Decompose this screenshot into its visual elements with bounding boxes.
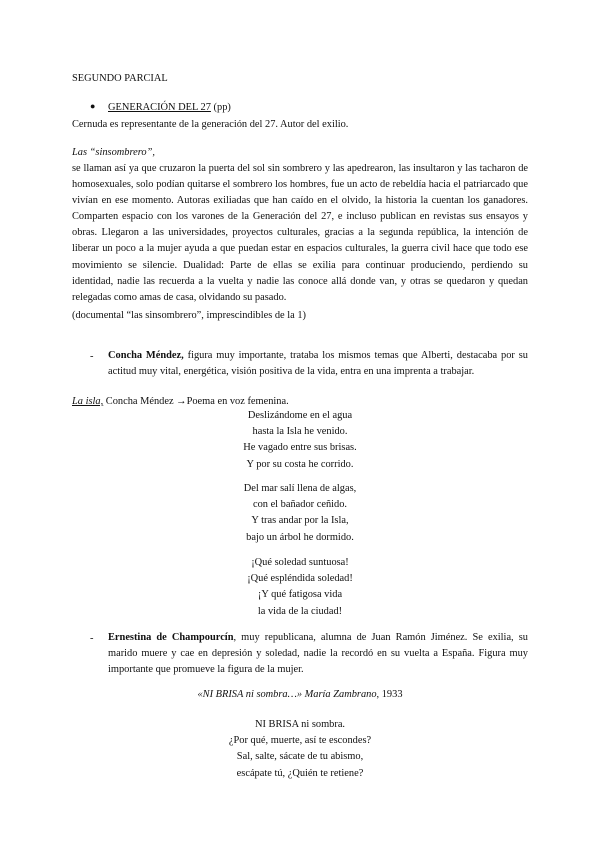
generation-heading: GENERACIÓN DEL 27	[108, 102, 211, 113]
page-title: SEGUNDO PARCIAL	[72, 73, 168, 84]
intro-text: Cernuda es representante de la generación del 27. Autor del exilio.	[72, 119, 349, 130]
ernestina-name: Ernestina de Champourcín	[108, 632, 234, 643]
sinsombrero-heading: Las “sinsombrero”,	[72, 147, 155, 158]
documentary-note: (documental “las sinsombrero”, imprescindibles de la 1)	[72, 310, 307, 321]
poem-line: ¡Qué soledad suntuosa!	[251, 557, 349, 568]
poem-line: con el bañador ceñido.	[252, 499, 348, 511]
nibrisa-poem	[150, 717, 450, 782]
poem-line: Y tras andar por la Isla,	[251, 515, 349, 527]
dash-marker: -	[90, 633, 94, 644]
dash-marker: -	[90, 351, 94, 362]
ernestina-paragraph	[108, 630, 528, 678]
laisla-heading	[72, 395, 289, 408]
poem-stanza	[150, 555, 450, 620]
poem-line: Y por su costa he corrido.	[246, 458, 354, 470]
poem-stanza	[150, 481, 450, 546]
poem-line: Deslizándome en el agua	[247, 410, 353, 421]
poem-line: NI BRISA ni sombra.	[254, 719, 346, 730]
concha-paragraph	[108, 348, 528, 380]
concha-name: Concha Méndez,	[108, 350, 184, 361]
laisla-rest: Concha Méndez →Poema en voz femenina.	[103, 396, 289, 407]
poem-line: ¿Por qué, muerte, así te escondes?	[228, 735, 372, 747]
poem-line: Sal, salte, sácate de tu abismo,	[236, 751, 364, 763]
section-heading	[108, 101, 231, 114]
laisla-title: La isla,	[72, 396, 104, 407]
poem-line: la vida de la ciudad!	[257, 605, 343, 617]
poem-stanza	[150, 408, 450, 473]
poem-line: bajo un árbol he dormido.	[246, 531, 354, 543]
poem-line: escápate tú, ¿Quién te retiene?	[236, 767, 364, 779]
nibrisa-title: «NI BRISA ni sombra…» María Zambrano	[197, 689, 377, 700]
concha-text: figura muy importante, trataba los mismos temas que Alberti, destacaba por su actitud muy vital, energética, visión positiva de la vida, entra en una imprenta a trabajar.	[108, 350, 528, 378]
poem-line: Del mar salí llena de algas,	[243, 483, 357, 494]
bullet-icon: ●	[90, 101, 96, 111]
poem-line: hasta la Isla he venido.	[252, 426, 348, 438]
sinsombrero-paragraph: se llaman así ya que cruzaron la puerta del sol sin sombrero y las apedrearon, las insultaron y las tacharon de homosexuales, solo podían quitarse el sombrero los hombres, fue un acto de rebeldía hacia el patriarcado que vivían en ese momento. Autoras exiliadas que han caído en el olvido, la historia la cuentan los ganadores. Comparten espacio con los varones de la Generación del 27, e incluso publican en revistas sus ensayos y obras. Llegaron a las universidades, proyectos culturales, gracias a la segunda república, la intención de liberar un poco a la mujer ayuda a que puedan estar en espacios culturales, la guerra civil hace que todo ese movimiento se silencie. Dualidad: Parte de ellas se exilia para continuar produciendo, perdiendo su identidad, nadie las recuerda a la vuelta y nadie las conoce allá donde van, y otras se quedaron y quedan relegadas como amas de casa, olvidando su pasado.	[72, 163, 528, 303]
nibrisa-year: , 1933	[376, 689, 403, 700]
ernestina-text: , muy republicana, alumna de Juan Ramón Jiménez. Se exilia, su marido muere y cae en depresión y soledad, nadie la recordó en su vuelta a España. Figura muy importante que promueve la figura de la mujer.	[108, 632, 528, 676]
poem-line: He vagado entre sus brisas.	[243, 442, 357, 454]
heading-suffix: (pp)	[210, 102, 231, 113]
poem-line: ¡Qué espléndida soledad!	[247, 573, 353, 585]
poem-line: ¡Y qué fatigosa vida	[257, 589, 343, 601]
nibrisa-heading	[150, 687, 450, 703]
